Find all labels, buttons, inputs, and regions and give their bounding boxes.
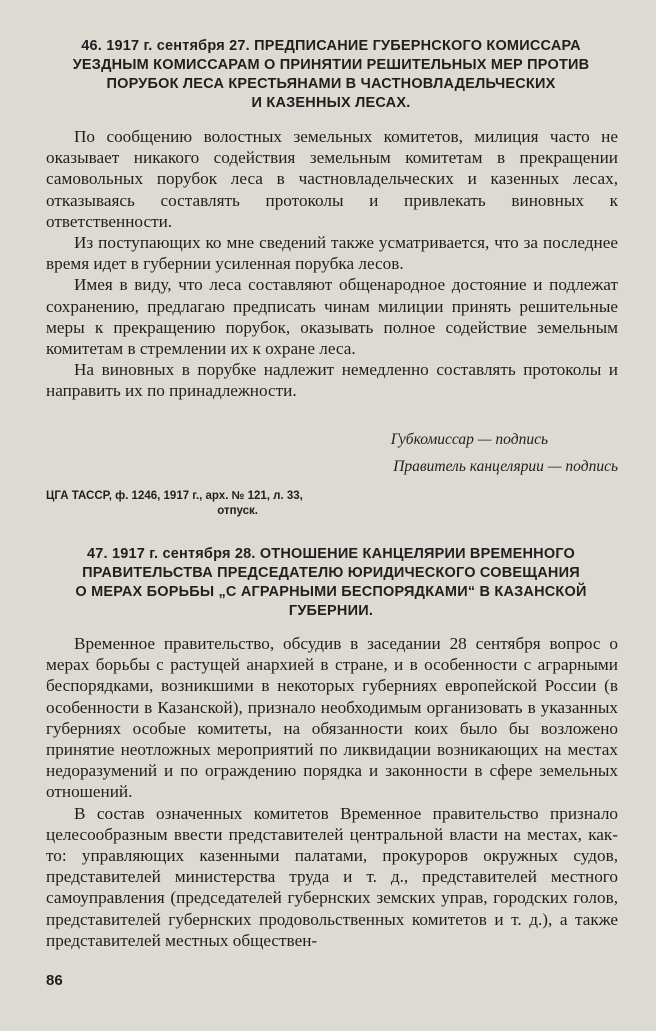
archive-line: ЦГА ТАССР, ф. 1246, 1917 г., арх. № 121, л. 33, <box>46 490 303 502</box>
doc46-paragraph: По сообщению волостных земельных комитетов, милиция часто не оказывает никакого содействия земельным комитетам в прекращении самовольных порубок леса в частновладельческих и казенных лесах, отказываясь составлять протоколы и привлекать виновных к ответственности. <box>46 127 618 231</box>
archive-line: отпуск. <box>217 505 258 517</box>
signature-pravitel: Правитель канцелярии — подпись <box>393 458 618 475</box>
doc47-heading-line: ПРАВИТЕЛЬСТВА ПРЕДСЕДАТЕЛЮ ЮРИДИЧЕСКОГО СОВЕЩАНИЯ <box>82 565 580 581</box>
doc47-heading-line: ГУБЕРНИИ. <box>288 603 374 619</box>
archive-reference <box>46 489 346 519</box>
doc46-heading-line: УЕЗДНЫМ КОМИССАРАМ О ПРИНЯТИИ РЕШИТЕЛЬНЫХ МЕР ПРОТИВ <box>72 57 590 73</box>
doc47-paragraph: В состав означенных комитетов Временное правительство признало целесообразным ввести представителей центральной власти на местах, как-то: управляющих казенными палатами, прокуроров окружных судов, представителей министерства труда и т. д., представителей местного самоуправления (председателей губернских земских управ, городских голов, представителей губернских продовольственных комитетов и т. д.), а также представителей местных обществен- <box>46 803 618 950</box>
doc46-paragraph: Имея в виду, что леса составляют общенародное достояние и подлежат сохранению, предлагаю предписать чинам милиции принять решительные меры к прекращению порубок, оказывать полное содействие земельным комитетам в стремлении их к охране леса. <box>46 275 618 359</box>
signature-gubkomissar: Губкомиссар — подпись <box>390 431 548 448</box>
doc46-heading-line: И КАЗЕННЫХ ЛЕСАХ. <box>251 95 411 111</box>
doc47-heading-line: 47. 1917 г. сентября 28. ОТНОШЕНИЕ КАНЦЕЛЯРИИ ВРЕМЕННОГО <box>86 546 576 562</box>
doc47-heading <box>46 545 616 621</box>
doc46-heading <box>46 37 616 113</box>
doc46-paragraph: Из поступающих ко мне сведений также усматривается, что за последнее время идет в губернии усиленная порубка лесов. <box>46 233 618 274</box>
doc47-paragraph: Временное правительство, обсудив в заседании 28 сентября вопрос о мерах борьбы с растущей анархией в стране, и в особенности с аграрными беспорядками, возникшими в некоторых губерниях европейской России (в особенности в Казанской), признало необходимым организовать в указанных губерниях особые комитеты, на обязанности коих было бы возложено принятие неотложных мероприятий по ликвидации возникающих на местах недоразумений и по ограждению порядка и законности в сфере земельных отношений. <box>46 634 618 802</box>
doc46-heading-line: ПОРУБОК ЛЕСА КРЕСТЬЯНАМИ В ЧАСТНОВЛАДЕЛЬЧЕСКИХ <box>106 76 556 92</box>
doc47-body <box>46 633 618 951</box>
page-number: 86 <box>46 972 63 989</box>
doc46-paragraph: На виновных в порубке надлежит немедленно составлять протоколы и направить их по принадлежности. <box>46 360 618 401</box>
doc47-heading-line: О МЕРАХ БОРЬБЫ „С АГРАРНЫМИ БЕСПОРЯДКАМИ“ В КАЗАНСКОЙ <box>75 584 587 600</box>
doc46-body <box>46 126 618 402</box>
doc46-heading-line: 46. 1917 г. сентября 27. ПРЕДПИСАНИЕ ГУБЕРНСКОГО КОМИССАРА <box>81 38 581 54</box>
